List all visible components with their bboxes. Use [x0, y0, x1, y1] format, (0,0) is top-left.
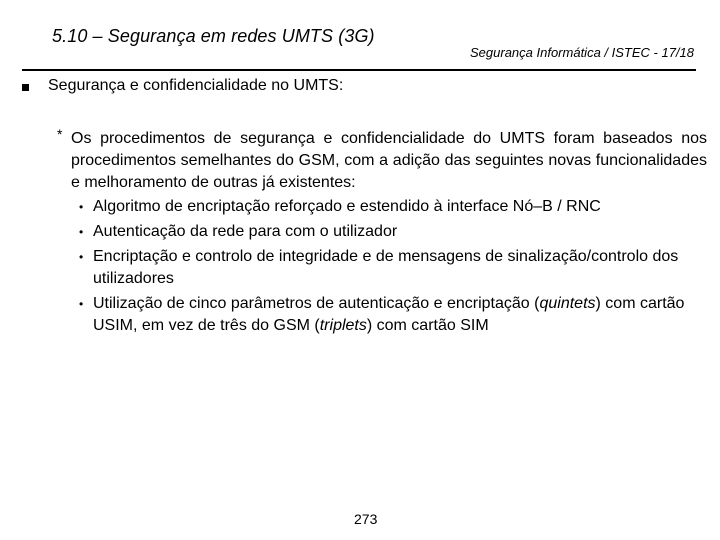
list-item-text: Algoritmo de encriptação reforçado e estendido à interface Nó–B / RNC [93, 198, 601, 215]
list-item-text [93, 295, 684, 334]
bullet-icon: • [79, 225, 84, 239]
main-paragraph: Os procedimentos de segurança e confidencialidade do UMTS foram baseados nos procedimentos semelhantes do GSM, com a adição das seguintes novas funcionalidades e melhoramento de outras já existentes: [71, 130, 707, 191]
triplets-term: triplets [319, 317, 367, 334]
square-bullet-icon [22, 84, 29, 91]
list-item [79, 196, 709, 218]
list-item-text-part: ) com cartão SIM [366, 317, 489, 334]
list-item-text: Encriptação e controlo de integridade e de mensagens de sinalização/controlo dos utilizadores [93, 248, 679, 287]
page-number: 273 [354, 511, 378, 527]
section-heading: Segurança e confidencialidade no UMTS: [48, 77, 344, 94]
list-item-text: Autenticação da rede para com o utilizador [93, 223, 398, 240]
bullet-icon: • [79, 200, 84, 214]
feature-list [79, 196, 709, 340]
list-item [79, 293, 709, 337]
course-label: Segurança Informática / ISTEC - 17/18 [470, 45, 694, 60]
header-divider [22, 69, 696, 71]
asterisk-bullet-icon: * [57, 126, 63, 142]
list-item-text-part: Utilização de cinco parâmetros de autenticação e encriptação ( [93, 295, 540, 312]
bullet-icon: • [79, 297, 84, 311]
slide-title: 5.10 – Segurança em redes UMTS (3G) [52, 26, 375, 46]
list-item [79, 221, 709, 243]
list-item [79, 246, 709, 290]
list-item-text-part: ) com cartão USIM, em vez de três do GSM ( [93, 295, 685, 334]
bullet-icon: • [79, 250, 84, 264]
quintets-term: quintets [539, 295, 596, 312]
